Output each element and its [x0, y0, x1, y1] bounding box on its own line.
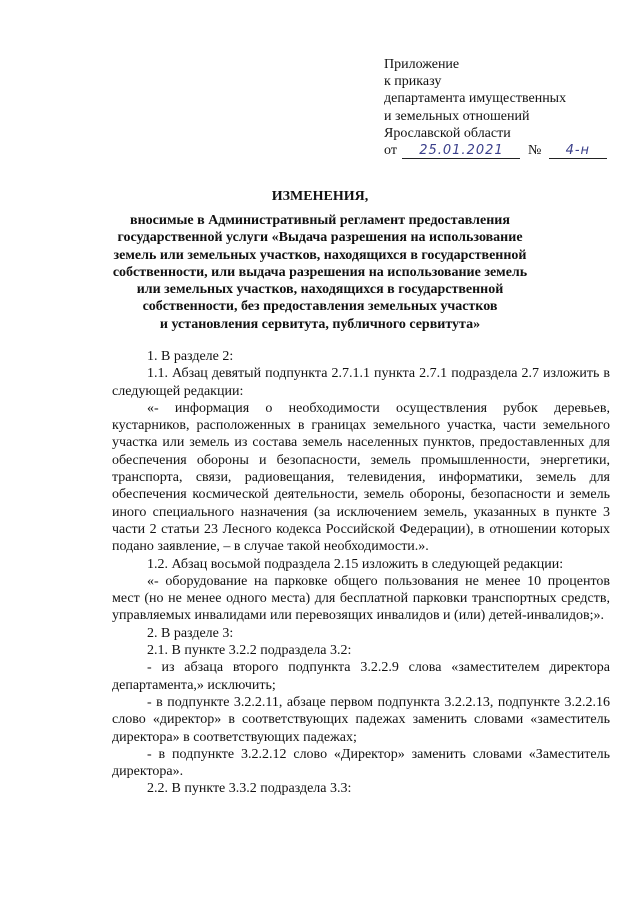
appendix-line: и земельных отношений: [384, 108, 530, 124]
order-date-number-line: [384, 142, 624, 159]
body-paragraph: «- информация о необходимости осуществления рубок деревьев, кустарников, расположенных в границах земельного участка, части земельного участка или земель из состава земель населенных пунктов, предоставленных для обеспечения обороны и безопасности, земель промышленности, энергетики, транспорта, связи, радиовещания, телевидения, информатики, земель для обеспечения космической деятельности, земель обороны, безопасности и земель иного специального назначения (за исключением земель, указанных в пункте 3 части 2 статьи 23 Лесного кодекса Российской Федерации), в отношении которых подано заявление, – в случае такой необходимости.».: [112, 400, 610, 555]
body-paragraph: - в подпункте 3.2.2.11, абзаце первом подпункта 3.2.2.13, подпункте 3.2.2.16 слово «директор» в соответствующих падежах заменить словами «заместитель директора» в соответствующих падежах;: [112, 694, 610, 745]
subtitle-line: собственности, или выдача разрешения на использование земель: [112, 264, 528, 280]
appendix-block: [384, 56, 624, 159]
body-paragraph: 2. В разделе 3:: [147, 625, 234, 641]
appendix-line: к приказу: [384, 74, 442, 90]
body-paragraph: 1.2. Абзац восьмой подраздела 2.15 изложить в следующей редакции:: [147, 556, 564, 572]
handwritten-date: 25.01.2021: [402, 143, 520, 159]
body-paragraph: - из абзаца второго подпункта 3.2.2.9 слова «заместителем директора департамента,» исключить;: [112, 660, 610, 693]
appendix-line: департамента имущественных: [384, 91, 567, 107]
appendix-line: Приложение: [384, 57, 460, 72]
document-title: ИЗМЕНЕНИЯ,: [271, 189, 369, 204]
subtitle-line: вносимые в Административный регламент предоставления: [130, 213, 510, 228]
body-paragraph: 1. В разделе 2:: [147, 349, 234, 364]
number-prefix: №: [527, 143, 542, 159]
handwritten-number: 4-н: [549, 143, 607, 159]
subtitle-line: и установления сервитута, публичного сервитута»: [159, 316, 481, 332]
body-paragraph: «- оборудование на парковке общего пользования не менее 10 процентов мест (но не менее одного места) для бесплатной парковки транспортных средств, управляемых инвалидами или перевозящих инвалидов и (или) детей-инвалидов;».: [112, 573, 610, 624]
body-paragraph: 2.1. В пункте 3.2.2 подраздела 3.2:: [147, 643, 352, 659]
subtitle-line: или земельных участков, находящихся в государственной: [136, 282, 504, 298]
document-subtitle: [100, 212, 540, 333]
subtitle-line: собственности, без предоставления земельных участков: [142, 299, 498, 315]
body-paragraph: 1.1. Абзац девятый подпункта 2.7.1.1 пункта 2.7.1 подраздела 2.7 изложить в следующей редакции:: [112, 366, 610, 399]
subtitle-line: земель или земельных участков, находящихся в государственной: [113, 247, 527, 263]
subtitle-line: государственной услуги «Выдача разрешения на использование: [117, 230, 523, 246]
body-paragraph: 2.2. В пункте 3.3.2 подраздела 3.3:: [147, 781, 352, 797]
document-body: [112, 348, 610, 798]
date-prefix: от: [384, 143, 397, 159]
appendix-line: Ярославской области: [384, 125, 511, 141]
body-paragraph: - в подпункте 3.2.2.12 слово «Директор» заменить словами «Заместитель директора».: [112, 746, 610, 780]
